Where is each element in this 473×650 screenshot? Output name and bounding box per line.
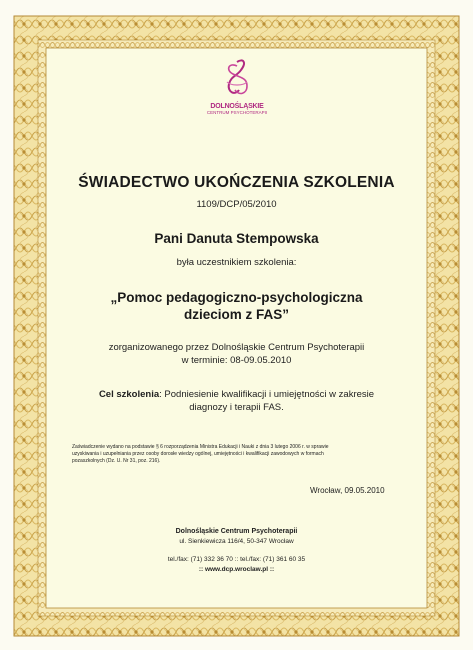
certificate-title: ŚWIADECTWO UKOŃCZENIA SZKOLENIA <box>78 174 395 191</box>
course-title-line1: „Pomoc pedagogiczno-psychologiczna <box>110 290 363 305</box>
course-goal-line1 <box>0 389 473 400</box>
logo-name: DOLNOŚLĄSKIE <box>210 103 264 110</box>
place-date: Wrocław, 09.05.2010 <box>310 486 385 495</box>
certificate-number: 1109/DCP/05/2010 <box>196 199 277 210</box>
footer-address: ul. Sienkiewicza 116/4, 50-347 Wrocław <box>179 538 294 545</box>
goal-text: : Podniesienie kwalifikacji i umiejętności w zakresie <box>159 389 375 400</box>
footer-org-name: Dolnośląskie Centrum Psychoterapii <box>175 528 298 535</box>
course-term: w terminie: 08-09.05.2010 <box>181 355 292 366</box>
butterfly-icon <box>217 56 257 102</box>
organizer-text: zorganizowanego przez Dolnośląskie Centrum Psychoterapii <box>108 342 365 353</box>
organization-logo <box>206 56 268 134</box>
course-goal-line2: diagnozy i terapii FAS. <box>189 402 284 413</box>
legal-basis-line3: pozaszkolnych (Dz. U. Nr 31, poz. 216). <box>72 458 161 464</box>
legal-basis-line1: Zaświadczenie wydano na podstawie § 6 rozporządzenia Ministra Edukacji i Nauki z dnia 3 lutego 2006 r. w sprawie <box>72 444 329 450</box>
legal-basis-line2: uzyskiwania i uzupełniania przez osoby dorosłe wiedzy ogólnej, umiejętności i kwalifikacji zawodowych w formach <box>72 451 324 457</box>
footer-website: :: www.dcp.wroclaw.pl :: <box>198 566 275 573</box>
course-title-line2: dzieciom z FAS” <box>183 307 290 322</box>
participant-text: była uczestnikiem szkolenia: <box>176 257 297 268</box>
footer-phone: tel./fax: (71) 332 36 70 :: tel./fax: (71) 361 60 35 <box>167 556 306 563</box>
recipient-name: Pani Danuta Stempowska <box>154 231 319 246</box>
goal-label: Cel szkolenia <box>98 389 160 400</box>
logo-subname: CENTRUM PSYCHOTERAPII <box>206 110 268 115</box>
